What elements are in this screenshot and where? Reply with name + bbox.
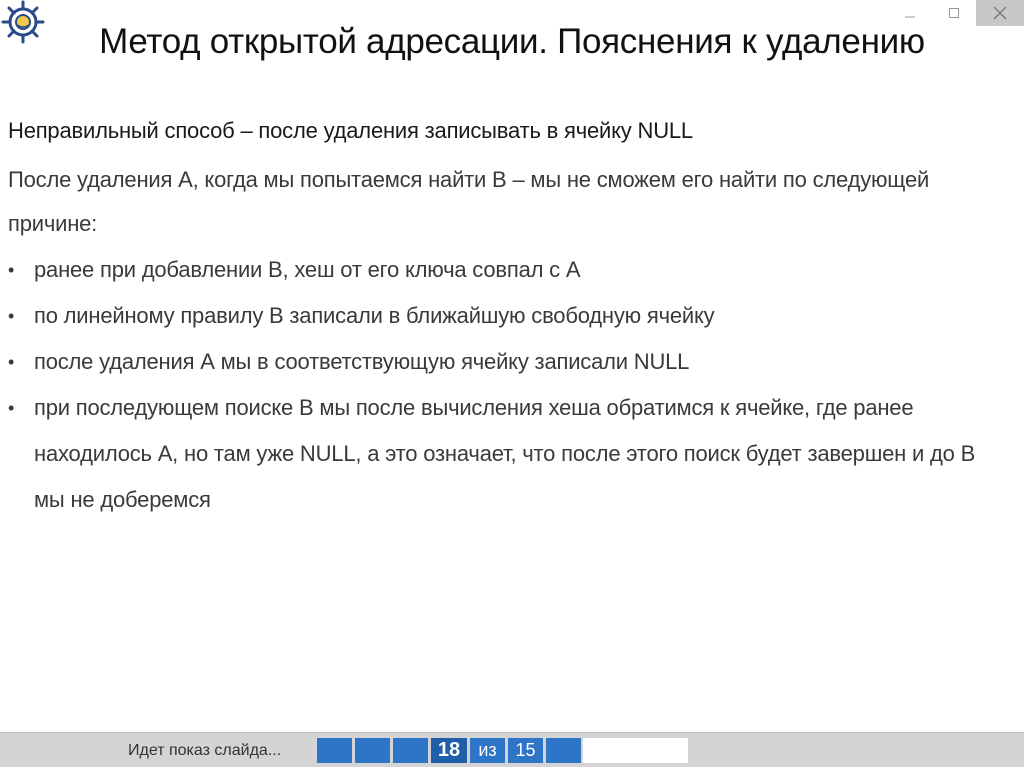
slide-title: Метод открытой адресации. Пояснения к удалению bbox=[99, 22, 925, 61]
close-icon bbox=[993, 6, 1007, 20]
progress-segment[interactable] bbox=[355, 738, 390, 763]
bullet-icon: • bbox=[8, 352, 15, 372]
maximize-icon bbox=[948, 7, 960, 19]
list-item bbox=[8, 293, 1008, 339]
minimize-icon bbox=[904, 7, 916, 19]
list-item-text: по линейному правилу В записали в ближайшую свободную ячейку bbox=[34, 303, 715, 328]
slide-subheading: Неправильный способ – после удаления записывать в ячейку NULL bbox=[8, 118, 693, 143]
slideshow-status-bar bbox=[0, 732, 1024, 767]
list-item bbox=[8, 339, 1008, 385]
progress-segment[interactable] bbox=[393, 738, 428, 763]
slide-paragraph: После удаления А, когда мы попытаемся найти В – мы не сможем его найти по следующей причине: bbox=[8, 167, 930, 236]
list-item bbox=[8, 385, 1008, 523]
total-slides-number: 15 bbox=[508, 738, 543, 763]
bullet-icon: • bbox=[8, 306, 15, 326]
current-slide-number: 18 bbox=[431, 738, 467, 763]
progress-segment[interactable] bbox=[546, 738, 581, 763]
status-label: Идет показ слайда... bbox=[128, 742, 282, 759]
progress-remaining[interactable] bbox=[583, 738, 688, 763]
list-item-text: ранее при добавлении В, хеш от его ключа совпал с А bbox=[34, 257, 581, 282]
list-item bbox=[8, 247, 1008, 293]
list-item-text: после удаления А мы в соответствующую ячейку записали NULL bbox=[34, 349, 690, 374]
of-label: из bbox=[470, 738, 505, 763]
list-item-text: при последующем поиске В мы после вычисления хеша обратимся к ячейке, где ранее находилось А, но там уже NULL, а это означает, что после этого поиск будет завершен и до В мы не доберемся bbox=[34, 395, 976, 512]
bullet-icon: • bbox=[8, 260, 15, 280]
bullet-icon: • bbox=[8, 398, 15, 418]
bullet-list bbox=[8, 247, 1008, 523]
progress-segment[interactable] bbox=[317, 738, 352, 763]
